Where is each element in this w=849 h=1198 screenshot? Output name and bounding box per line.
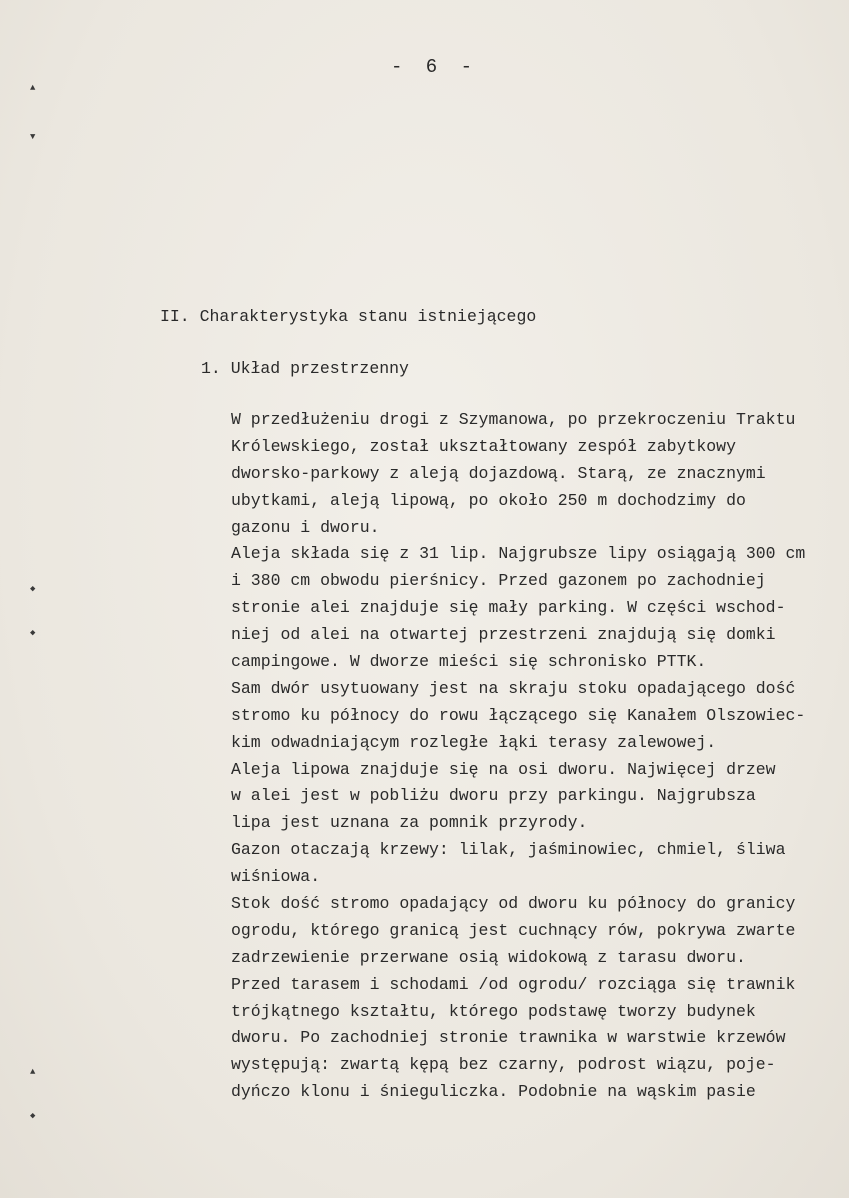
text-line: dyńczo klonu i śnieguliczka. Podobnie na wąskim pasie xyxy=(231,1082,756,1102)
page-number: - 6 - xyxy=(390,56,478,78)
text-line: stronie alei znajduje się mały parking. W części wschod- xyxy=(231,598,786,618)
text-line: Przed tarasem i schodami /od ogrodu/ rozciąga się trawnik xyxy=(231,974,796,994)
margin-mark: ▲ xyxy=(30,1067,36,1077)
text-line: wiśniowa. xyxy=(231,867,321,887)
margin-mark: ▼ xyxy=(30,132,36,142)
text-line: campingowe. W dworze mieści się schronisko PTTK. xyxy=(231,652,707,672)
subsection-heading: 1. Układ przestrzenny xyxy=(201,359,409,378)
text-line: i 380 cm obwodu pierśnicy. Przed gazonem po zachodniej xyxy=(231,571,766,591)
text-line: w alei jest w pobliżu dworu przy parkingu. Najgrubsza xyxy=(231,786,756,806)
text-line: Królewskiego, został ukształtowany zespół zabytkowy xyxy=(231,436,736,456)
margin-mark: ◆ xyxy=(30,584,36,594)
text-line: Aleja lipowa znajduje się na osi dworu. Najwięcej drzew xyxy=(231,759,776,779)
text-line: dworu. Po zachodniej stronie trawnika w warstwie krzewów xyxy=(231,1028,786,1048)
text-line: zadrzewienie przerwane osią widokową z tarasu dworu. xyxy=(231,947,746,967)
text-line: W przedłużeniu drogi z Szymanowa, po przekroczeniu Traktu xyxy=(231,410,796,429)
body-text xyxy=(231,407,841,1106)
section-heading: II. Charakterystyka stanu istniejącego xyxy=(160,307,537,326)
text-line: ogrodu, którego granicą jest cuchnący rów, pokrywa zwarte xyxy=(231,920,796,940)
text-line: kim odwadniającym rozległe łąki terasy zalewowej. xyxy=(231,732,717,752)
margin-mark: ◆ xyxy=(30,628,36,638)
text-line: Stok dość stromo opadający od dworu ku północy do granicy xyxy=(231,894,796,914)
text-line: Aleja składa się z 31 lip. Najgrubsze lipy osiągają 300 cm xyxy=(231,544,806,564)
text-line: gazonu i dworu. xyxy=(231,517,380,537)
text-line: Sam dwór usytuowany jest na skraju stoku opadającego dość xyxy=(231,678,796,698)
text-line: dworsko-parkowy z aleją dojazdową. Starą, ze znacznymi xyxy=(231,463,766,483)
text-line: lipa jest uznana za pomnik przyrody. xyxy=(231,813,588,833)
margin-mark: ▲ xyxy=(30,83,36,93)
text-line: niej od alei na otwartej przestrzeni znajdują się domki xyxy=(231,625,776,645)
margin-mark: ◆ xyxy=(30,1111,36,1121)
text-line: ubytkami, aleją lipową, po około 250 m dochodzimy do xyxy=(231,490,746,510)
text-line: trójkątnego kształtu, którego podstawę tworzy budynek xyxy=(231,1001,756,1021)
text-line: występują: zwartą kępą bez czarny, podrost wiązu, poje- xyxy=(231,1055,776,1075)
text-line: stromo ku północy do rowu łączącego się Kanałem Olszowiec- xyxy=(231,705,806,725)
text-line: Gazon otaczają krzewy: lilak, jaśminowiec, chmiel, śliwa xyxy=(231,840,786,860)
